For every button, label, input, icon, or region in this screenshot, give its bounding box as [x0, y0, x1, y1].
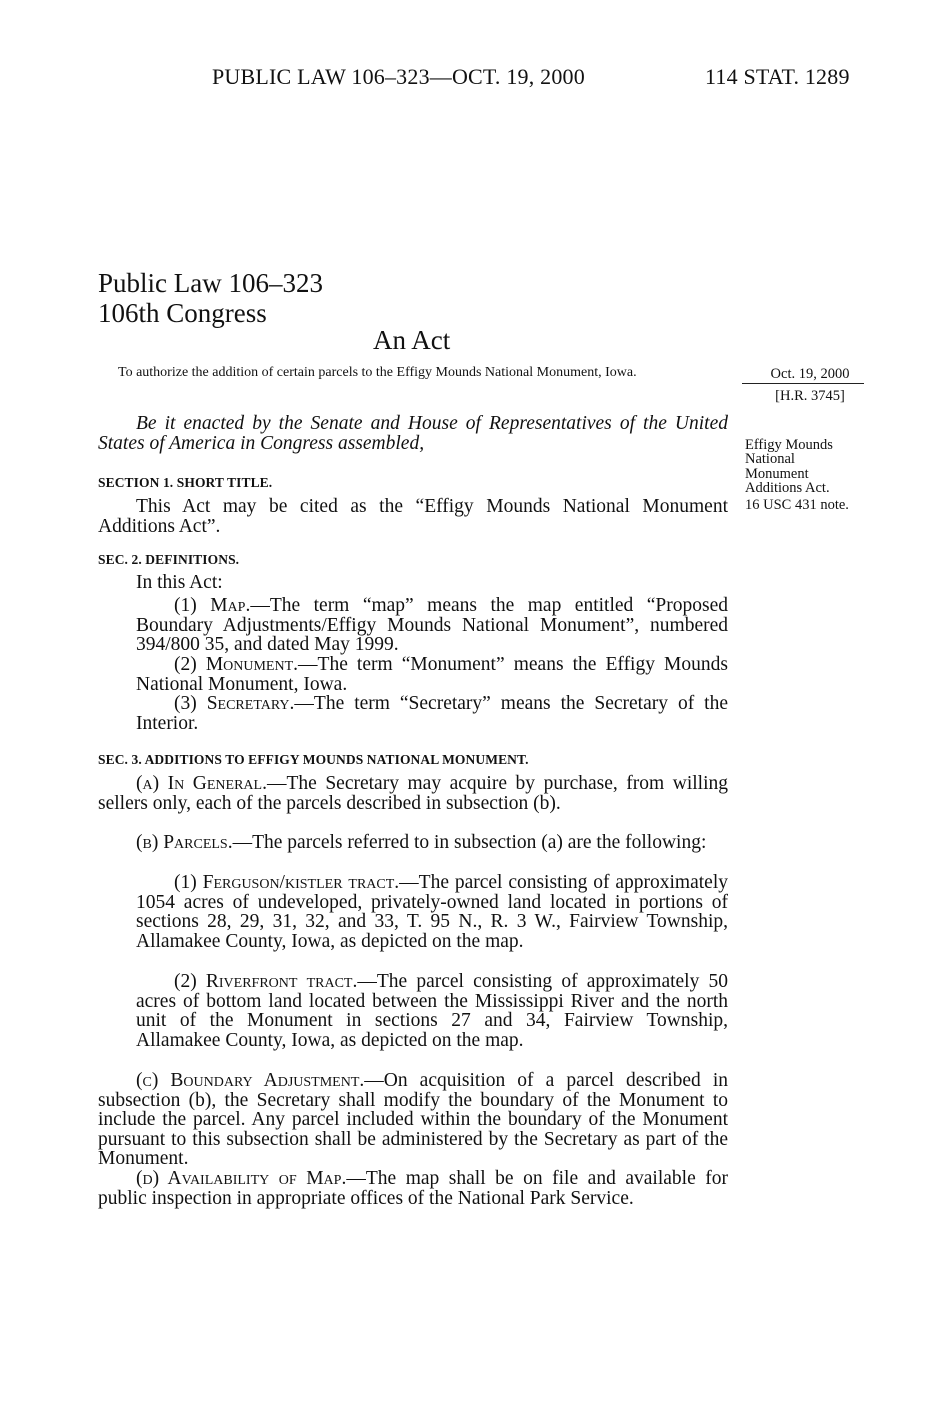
margin-bill-number: [H.R. 3745] [775, 388, 845, 404]
parcel-ferguson-kistler [98, 873, 728, 951]
congress-number: 106th Congress [98, 298, 267, 328]
subsection-c-text: —On acquisition of a parcel described in subsection (b), the Secretary shall modify the boundary of the Monument to include the parcel. Any parcel included within the boundary of the Monument pursuant to this subsection shall be administered by the Secretary as part of the Monument. [98, 1070, 729, 1170]
margin-rule [742, 383, 864, 384]
subsection-a-label: (a) In General. [136, 773, 267, 794]
parcel-riverfront-label: (2) Riverfront tract. [174, 971, 358, 992]
running-header-left: PUBLIC LAW 106–323—OCT. 19, 2000 [212, 64, 585, 89]
definition-secretary-text: —The term “Secretary” means the Secretary of the Interior. [136, 693, 728, 734]
definition-secretary-label: (3) Secretary. [174, 693, 295, 714]
subsection-b-label: (b) Parcels. [136, 832, 233, 853]
subsection-b-text: —The parcels referred to in subsection (a) are the following: [232, 832, 707, 853]
subsection-a [98, 774, 728, 813]
definition-monument [98, 655, 728, 694]
act-title: An Act [373, 325, 451, 355]
margin-date: Oct. 19, 2000 [770, 366, 850, 382]
subsection-d-label: (d) Availability of Map. [136, 1168, 347, 1189]
section-3-heading: SEC. 3. ADDITIONS TO EFFIGY MOUNDS NATIONAL MONUMENT. [98, 752, 529, 767]
subsection-c [98, 1071, 728, 1169]
definition-monument-text: —The term “Monument” means the Effigy Mounds National Monument, Iowa. [136, 654, 728, 695]
definition-map-text: —The term “map” means the map entitled “Proposed Boundary Adjustments/Effigy Mounds National Monument”, numbered 394/800 35, and dated May 1999. [136, 595, 728, 656]
subsection-c-label: (c) Boundary Adjustment. [136, 1070, 365, 1091]
section-2-heading: SEC. 2. DEFINITIONS. [98, 552, 240, 567]
public-law-number: Public Law 106–323 [98, 268, 323, 298]
subsection-b [98, 833, 728, 853]
act-purpose: To authorize the addition of certain parcels to the Effigy Mounds National Monument, Iowa. [118, 365, 637, 380]
section-2-intro: In this Act: [136, 572, 223, 593]
margin-short-title-note: Effigy Mounds National Monument Additions Act. [745, 437, 833, 497]
subsection-d [98, 1169, 728, 1208]
definition-secretary [98, 694, 728, 733]
margin-usc-citation: 16 USC 431 note. [745, 497, 849, 513]
running-header-page: 114 STAT. 1289 [705, 64, 850, 89]
definition-monument-label: (2) Monument. [174, 654, 299, 675]
section-1-text: This Act may be cited as the “Effigy Mounds National Monument Additions Act”. [98, 496, 728, 537]
definition-map [98, 596, 728, 655]
parcel-riverfront [98, 972, 728, 1050]
definition-map-label: (1) Map. [174, 595, 251, 616]
parcel-ferguson-kistler-label: (1) Ferguson/kistler tract. [174, 872, 400, 893]
subsection-a-text: —The Secretary may acquire by purchase, from willing sellers only, each of the parcels described in subsection (b). [98, 773, 729, 814]
parcel-ferguson-kistler-text: —The parcel consisting of approximately 1054 acres of undeveloped, privately-owned land located in portions of sections 28, 29, 31, 32, and 33, T. 95 N., R. 3 W., Fairview Township, Allamakee County, Iowa, as depicted on the map. [136, 872, 728, 952]
enacting-clause: Be it enacted by the Senate and House of Representatives of the United States of America in Congress assembled, [98, 413, 728, 454]
section-1-heading: SECTION 1. SHORT TITLE. [98, 475, 273, 490]
parcel-riverfront-text: —The parcel consisting of approximately 50 acres of bottom land located between the Mississippi River and the north unit of the Monument in sections 27 and 34, Fairview Township, Allamakee County, Iowa, as depicted on the map. [136, 971, 728, 1051]
subsection-d-text: —The map shall be on file and available for public inspection in appropriate offices of the National Park Service. [98, 1168, 729, 1209]
